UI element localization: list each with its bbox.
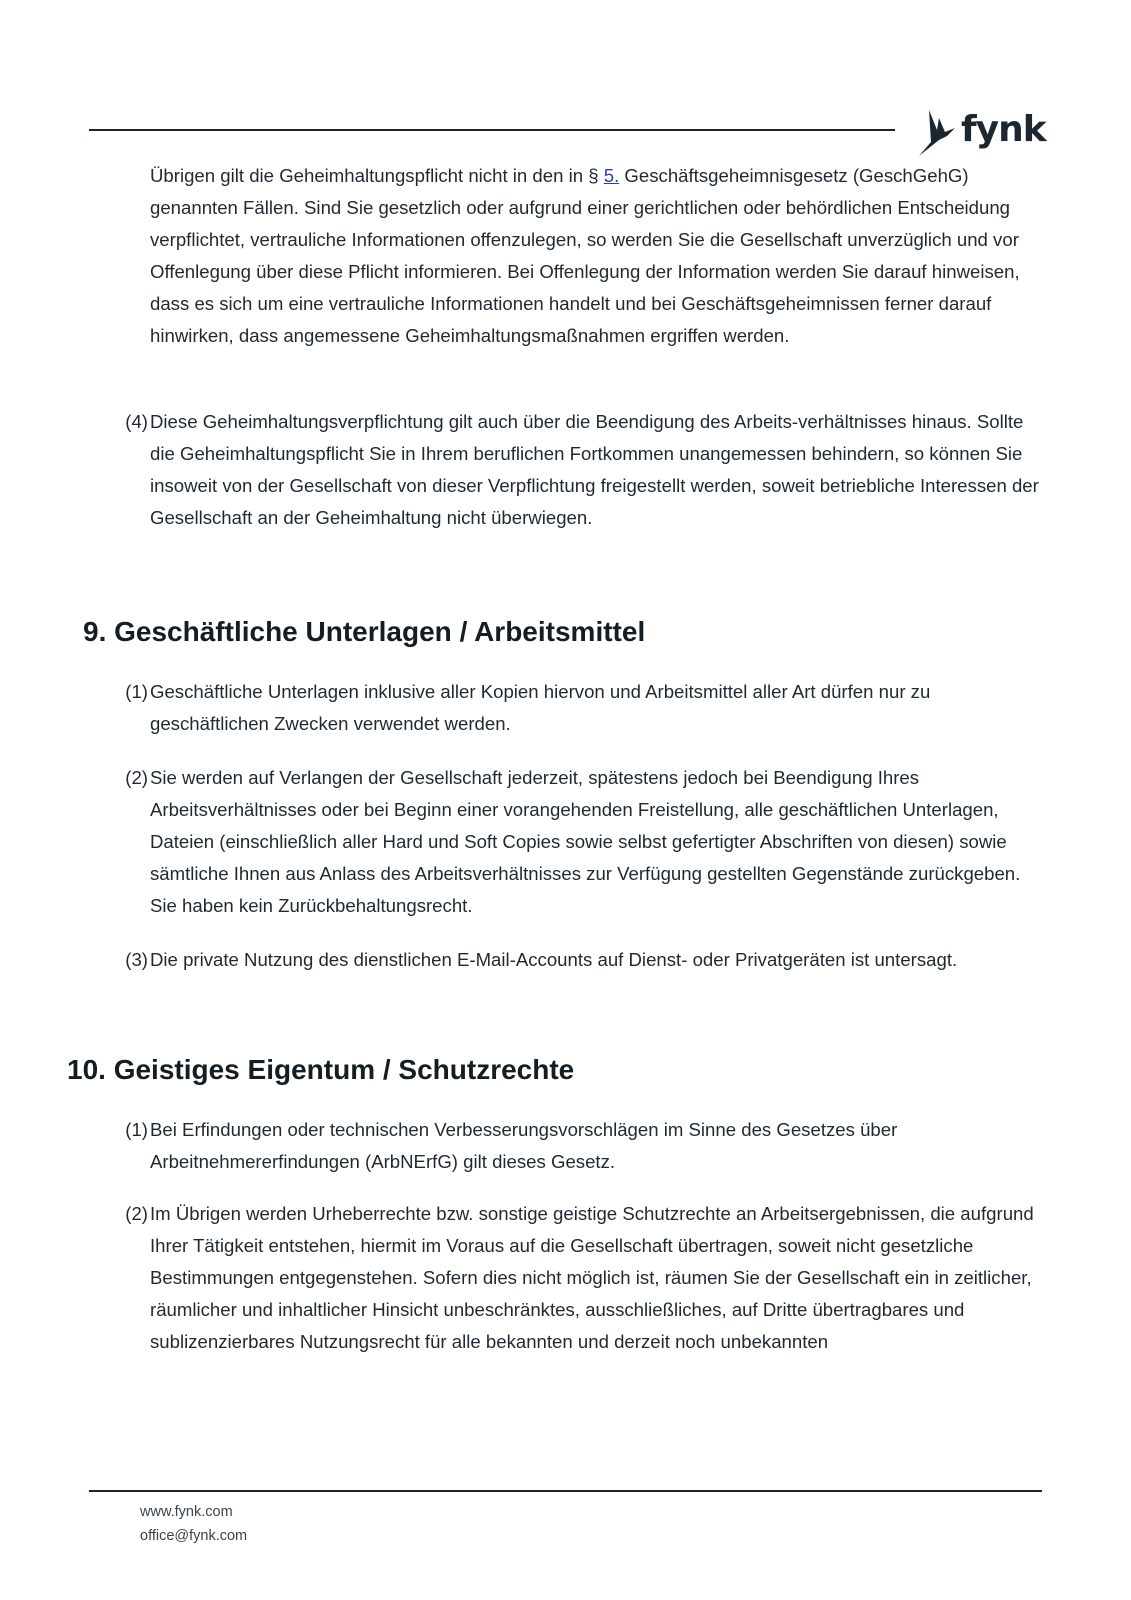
item-number: (2) bbox=[125, 767, 148, 788]
section9-item-2 bbox=[125, 762, 1050, 922]
continuation-text-end: Geschäftsgeheimnisgesetz (GeschGehG) genannten Fällen. Sind Sie gesetzlich oder aufgrund einer gerichtlichen oder behördlichen Entscheidung verpflichtet, vertrauliche Informationen offenzulegen, so werden Sie die Gesellschaft unverzüglich und vor Offenlegung über diese Pflicht informieren. Bei Offenlegung der Information werden Sie darauf hinweisen, dass es sich um eine vertrauliche Informationen handelt und bei Geschäftsgeheimnissen ferner darauf hinwirken, dass angemessene Geheimhaltungsmaßnahmen ergriffen werden. bbox=[150, 165, 1020, 346]
footer-rule bbox=[89, 1490, 1042, 1492]
item-text: Sie werden auf Verlangen der Gesellschaft jederzeit, spätestens jedoch bei Beendigung Ihres Arbeitsverhältnisses oder bei Beginn einer vorangehenden Freistellung, alle geschäftlichen Unterlagen, Dateien (einschließlich aller Hard und Soft Copies sowie selbst gefertigter Abschriften von diesen) sowie sämtliche Ihnen aus Anlass des Arbeitsverhältnisses zur Verfügung gestellten Gegenstände zurückgeben. Sie haben kein Zurückbehaltungsrecht. bbox=[150, 767, 1021, 916]
item-text: Diese Geheimhaltungsverpflichtung gilt auch über die Beendigung des Arbeits-verhältnisses hinaus. Sollte die Geheimhaltungspflicht Sie in Ihrem beruflichen Fortkommen unangemessen behindern, so können Sie insoweit von der Gesellschaft von dieser Verpflichtung freigestellt werden, soweit betriebliche Interessen der Gesellschaft an der Geheimhaltung nicht überwiegen. bbox=[150, 411, 1039, 528]
item-number: (4) bbox=[125, 411, 148, 432]
gesetz-paragraph-link[interactable]: 5. bbox=[603, 165, 620, 186]
item-number: (3) bbox=[125, 949, 148, 970]
item-number: (1) bbox=[125, 681, 148, 702]
continuation-text-start: Übrigen gilt die Geheimhaltungspflicht nicht in den in § bbox=[150, 165, 604, 186]
bird-icon bbox=[917, 106, 957, 158]
footer-email-link[interactable]: office@fynk.com bbox=[140, 1528, 248, 1544]
item-text: Geschäftliche Unterlagen inklusive aller Kopien hiervon und Arbeitsmittel aller Art dürfen nur zu geschäftlichen Zwecken verwendet werden. bbox=[150, 681, 931, 734]
logo-wordmark: fynk bbox=[961, 108, 1046, 150]
item-text: Die private Nutzung des dienstlichen E-Mail-Accounts auf Dienst- oder Privatgeräten ist untersagt. bbox=[150, 949, 958, 970]
section9-item-1 bbox=[125, 676, 1050, 740]
fynk-logo bbox=[917, 104, 1047, 160]
section10-heading: 10. Geistiges Eigentum / Schutzrechte bbox=[67, 1054, 575, 1085]
section8-item3-continuation bbox=[150, 160, 1050, 352]
item-text: Bei Erfindungen oder technischen Verbesserungsvorschlägen im Sinne des Gesetzes über Arbeitnehmererfindungen (ArbNErfG) gilt dieses Gesetz. bbox=[150, 1119, 898, 1172]
section9-item-3 bbox=[125, 944, 1050, 976]
footer-website-link[interactable]: www.fynk.com bbox=[140, 1504, 233, 1520]
section9-heading: 9. Geschäftliche Unterlagen / Arbeitsmittel bbox=[83, 616, 646, 647]
section10-item-1 bbox=[125, 1114, 1050, 1178]
header-rule bbox=[89, 129, 895, 131]
item-number: (1) bbox=[125, 1119, 148, 1140]
section10-item-2 bbox=[125, 1198, 1050, 1358]
item-number: (2) bbox=[125, 1203, 148, 1224]
item-text: Im Übrigen werden Urheberrechte bzw. sonstige geistige Schutzrechte an Arbeitsergebnissen, die aufgrund Ihrer Tätigkeit entstehen, hiermit im Voraus auf die Gesellschaft übertragen, soweit nicht gesetzliche Bestimmungen entgegenstehen. Sofern dies nicht möglich ist, räumen Sie der Gesellschaft ein in zeitlicher, räumlicher und inhaltlicher Hinsicht unbeschränktes, ausschließliches, auf Dritte übertragbares und sublizenzierbares Nutzungsrecht für alle bekannten und derzeit noch unbekannten bbox=[150, 1203, 1034, 1352]
section8-item-4 bbox=[125, 406, 1050, 534]
